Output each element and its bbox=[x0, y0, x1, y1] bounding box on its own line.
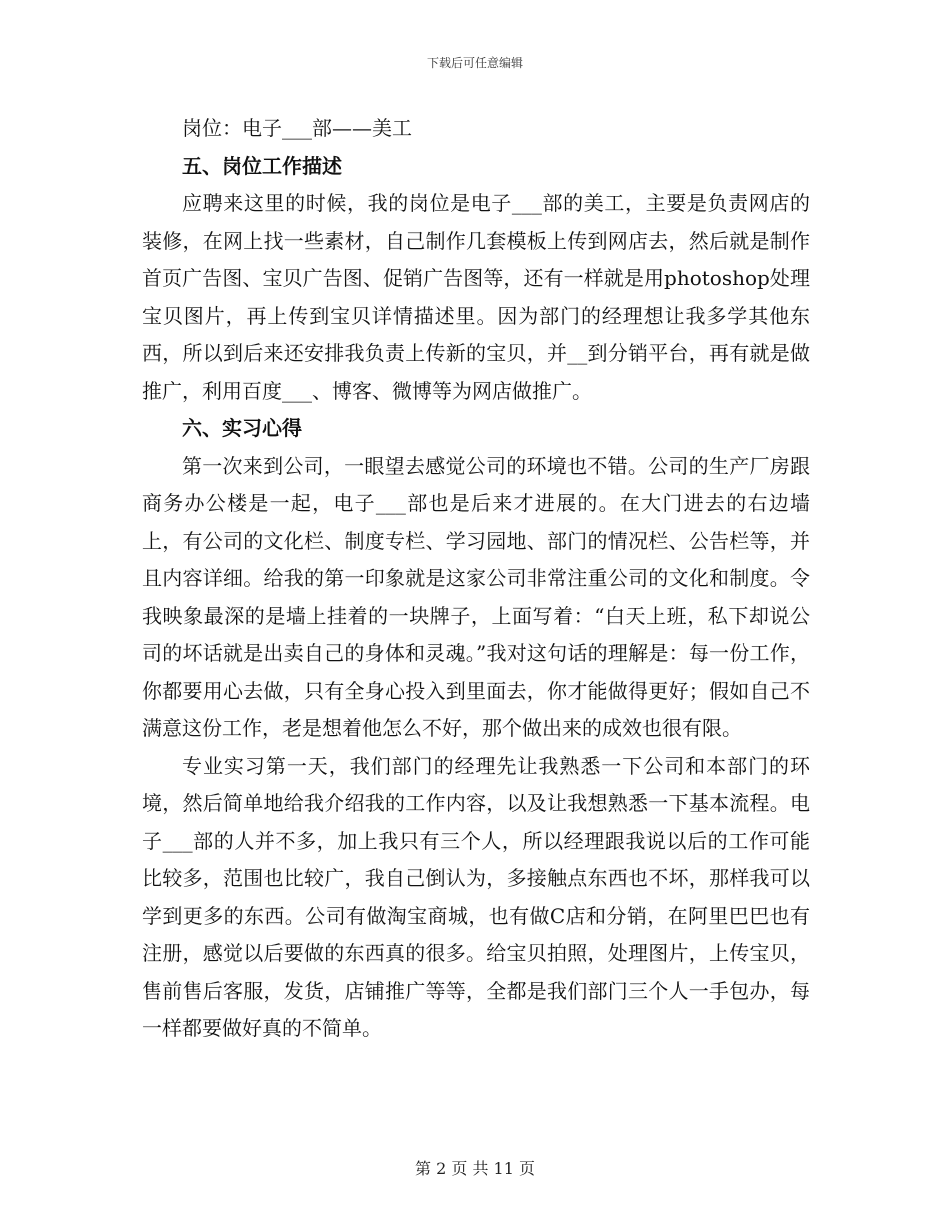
internship-paragraph-2: 专业实习第一天，我们部门的经理先让我熟悉一下公司和本部门的环境，然后简单地给我介绍我的工作内容，以及让我想熟悉一下基本流程。电子___部的人并不多，加上我只有三个人，所以经理跟我说以后的工作可能比较多，范围也比较广，我自己倒认为，多接触点东西也不坏，那样我可以学到更多的东西。公司有做淘宝商城，也有做C店和分销，在阿里巴巴也有注册，感觉以后要做的东西真的很多。给宝贝拍照，处理图片，上传宝贝，售前售后客服，发货，店铺推广等等，全都是我们部门三个人一手包办，每一样都要做好真的不简单。 bbox=[142, 753, 810, 1040]
document-body bbox=[142, 110, 810, 1048]
page-number: 第 2 页 共 11 页 bbox=[415, 1159, 535, 1178]
page-header: 下载后可任意编辑 bbox=[426, 56, 523, 70]
internship-paragraph-1: 第一次来到公司，一眼望去感觉公司的环境也不错。公司的生产厂房跟商务办公楼是一起，电子___部也是后来才进展的。在大门进去的右边墙上，有公司的文化栏、制度专栏、学习园地、部门的情况栏、公告栏等，并且内容详细。给我的第一印象就是这家公司非常注重公司的文化和制度。令我映象最深的是墙上挂着的一块牌子，上面写着：“白天上班，私下却说公司的坏话就是出卖自己的身体和灵魂。”我对这句话的理解是：每一份工作，你都要用心去做，只有全身心投入到里面去，你才能做得更好；假如自己不满意这份工作，老是想着他怎么不好，那个做出来的成效也很有限。 bbox=[142, 453, 810, 740]
section-heading-internship-experience: 六、实习心得 bbox=[182, 416, 302, 440]
job-description-paragraph: 应聘来这里的时候，我的岗位是电子___部的美工，主要是负责网店的装修，在网上找一些素材，自己制作几套模板上传到网店去，然后就是制作首页广告图、宝贝广告图、促销广告图等，还有一样就是用photoshop处理宝贝图片，再上传到宝贝详情描述里。因为部门的经理想让我多学其他东西，所以到后来还安排我负责上传新的宝贝，并__到分销平台，再有就是做推广，利用百度___、博客、微博等为网店做推广。 bbox=[142, 191, 810, 403]
section-heading-job-description: 五、岗位工作描述 bbox=[182, 153, 342, 178]
position-line: 岗位：电子___部——美工 bbox=[182, 116, 412, 140]
